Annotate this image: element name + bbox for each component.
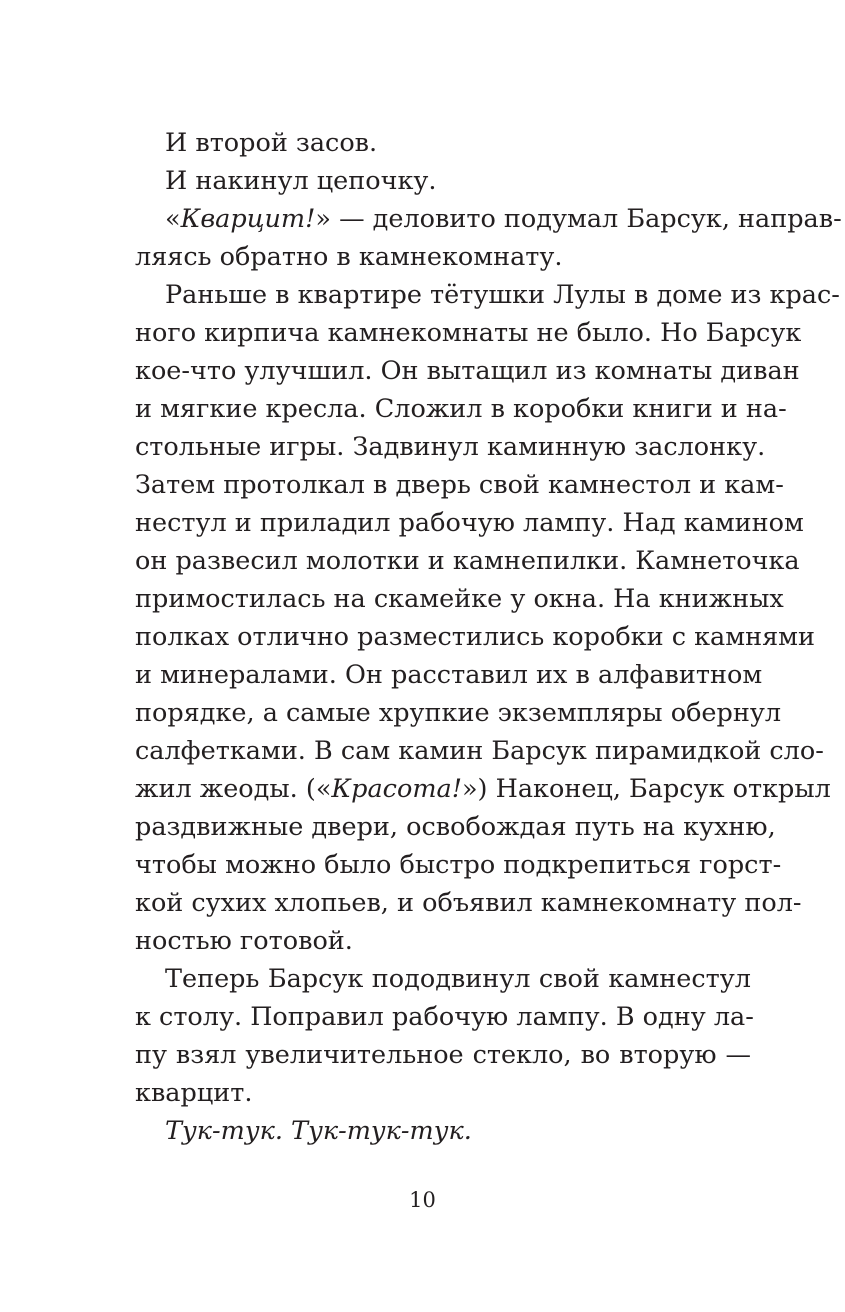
text-segment: салфетками. В сам камин Барсук пирамидкой сло-: [135, 736, 824, 766]
italic-text-segment: Красота!: [331, 774, 462, 804]
text-line: [135, 200, 842, 238]
text-segment: кой сухих хлопьев, и объявил камнекомнату пол-: [135, 888, 802, 918]
text-segment: чтобы можно было быстро подкрепиться горст-: [135, 850, 782, 880]
text-line: [135, 162, 751, 200]
text-line: [135, 504, 804, 542]
italic-text-segment: Кварцит!: [180, 204, 316, 234]
text-segment: ного кирпича камнекомнаты не было. Но Барсук: [135, 318, 802, 348]
text-line: [135, 390, 787, 428]
text-line: [135, 1036, 751, 1074]
text-segment: к столу. Поправил рабочую лампу. В одну ла-: [135, 1002, 754, 1032]
body-text: [135, 124, 842, 1150]
text-line: [135, 580, 784, 618]
italic-text-segment: Тук-тук. Тук-тук-тук.: [165, 1116, 472, 1146]
text-segment: кварцит.: [135, 1078, 253, 1108]
text-line: [135, 732, 824, 770]
text-line: [135, 1112, 751, 1150]
text-segment: стольные игры. Задвинул каминную заслонку.: [135, 432, 766, 462]
text-segment: пу взял увеличительное стекло, во вторую —: [135, 1040, 751, 1070]
text-segment: Раньше в квартире тётушки Лулы в доме из крас-: [165, 280, 840, 310]
text-segment: раздвижные двери, освобождая путь на кухню,: [135, 812, 776, 842]
text-line: [135, 238, 751, 276]
text-segment: и минералами. Он расставил их в алфавитном: [135, 660, 763, 690]
text-segment: » — деловито подумал Барсук, направ-: [315, 204, 842, 234]
text-segment: нестул и приладил рабочую лампу. Над камином: [135, 508, 804, 538]
text-line: [135, 998, 754, 1036]
text-line: [135, 352, 800, 390]
text-segment: ностью готовой.: [135, 926, 353, 956]
text-segment: кое-что улучшил. Он вытащил из комнаты диван: [135, 356, 800, 386]
text-segment: ляясь обратно в камнекомнату.: [135, 242, 563, 272]
text-line: [135, 124, 751, 162]
text-line: [135, 846, 782, 884]
text-line: [135, 542, 800, 580]
text-segment: Теперь Барсук пододвинул свой камнестул: [165, 964, 751, 994]
text-line: [135, 656, 763, 694]
text-line: [135, 466, 784, 504]
text-line: [135, 618, 815, 656]
text-line: [135, 770, 831, 808]
text-segment: порядке, а самые хрупкие экземпляры обернул: [135, 698, 782, 728]
text-line: [135, 960, 751, 998]
text-segment: «: [165, 204, 181, 234]
text-line: [135, 808, 776, 846]
text-segment: ») Наконец, Барсук открыл: [461, 774, 831, 804]
text-line: [135, 922, 751, 960]
text-segment: Затем протолкал в дверь свой камнестол и кам-: [135, 470, 784, 500]
text-line: [135, 276, 840, 314]
text-segment: он развесил молотки и камнепилки. Камнеточка: [135, 546, 800, 576]
page-number: 10: [409, 1188, 436, 1212]
text-segment: жил жеоды. («: [135, 774, 332, 804]
text-segment: И накинул цепочку.: [165, 166, 437, 196]
text-segment: примостилась на скамейке у окна. На книжных: [135, 584, 784, 614]
text-line: [135, 884, 802, 922]
text-segment: полках отлично разместились коробки с камнями: [135, 622, 815, 652]
text-line: [135, 694, 782, 732]
text-line: [135, 314, 802, 352]
text-line: [135, 1074, 751, 1112]
text-segment: И второй засов.: [165, 128, 378, 158]
text-line: [135, 428, 766, 466]
text-segment: и мягкие кресла. Сложил в коробки книги и на-: [135, 394, 787, 424]
